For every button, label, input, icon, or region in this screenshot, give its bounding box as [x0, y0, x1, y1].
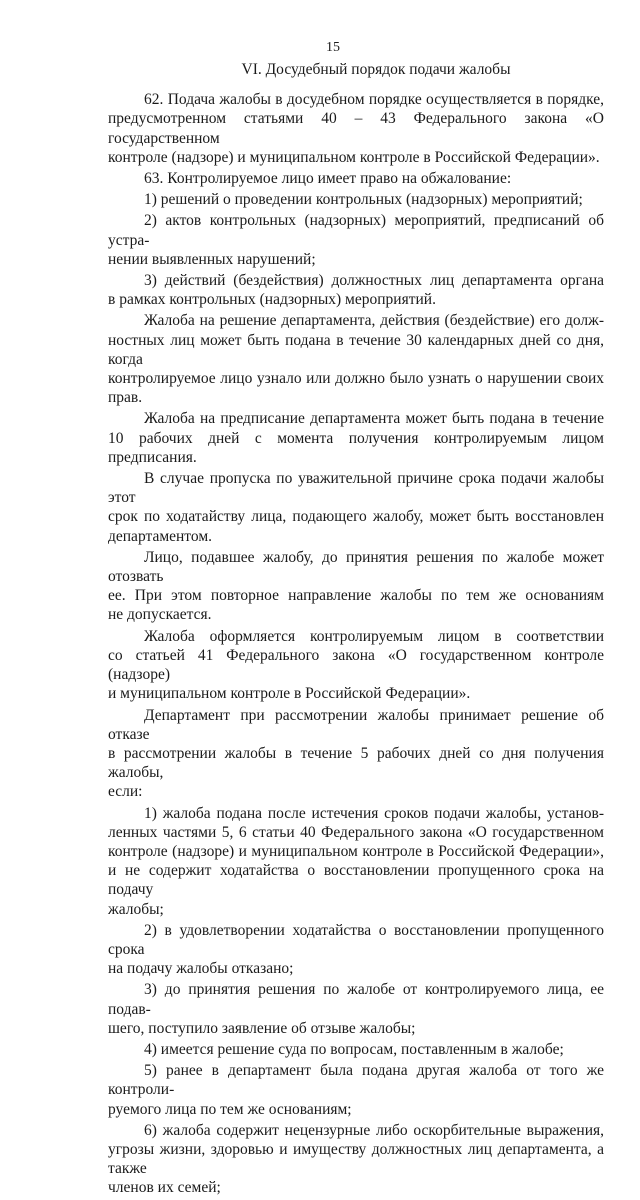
text-line: срок по ходатайству лица, подающего жалобу, может быть восстановлен [108, 508, 604, 526]
paragraph [108, 548, 604, 625]
paragraph [108, 1040, 604, 1059]
text-line: 5) ранее в департамент была подана другая жалоба от того же контроли- [108, 1062, 604, 1099]
paragraph [108, 169, 604, 188]
text-line: и не содержит ходатайства о восстановлении пропущенного срока на подачу [108, 862, 604, 899]
text-line: предусмотренном статьями 40 – 43 Федерального закона «О государственном [108, 110, 604, 147]
document-body [108, 60, 604, 1200]
text-line: 3) действий (бездействия) должностных лиц департамента органа [144, 272, 604, 290]
paragraph [108, 311, 604, 407]
paragraph [108, 409, 604, 467]
text-line: Жалоба на решение департамента, действия (бездействие) его долж- [144, 312, 604, 330]
paragraph [108, 804, 604, 919]
text-line: в рассмотрении жалобы в течение 5 рабочих дней со дня получения жалобы, [108, 744, 604, 782]
text-line: ее. При этом повторное направление жалобы по тем же основаниям [108, 587, 604, 605]
text-line: в рамках контрольных (надзорных) мероприятий. [108, 291, 436, 309]
text-line: и муниципальном контроле в Российской Федерации». [108, 685, 471, 703]
text-line: В случае пропуска по уважительной причине срока подачи жалобы этот [108, 470, 604, 507]
text-line: 4) имеется решение суда по вопросам, поставленным в жалобе; [144, 1040, 564, 1058]
text-line: 1) решений о проведении контрольных (надзорных) мероприятий; [144, 191, 583, 209]
paragraph [108, 706, 604, 802]
text-line: членов их семей; [108, 1179, 221, 1197]
paragraph [108, 1121, 604, 1198]
text-line: 63. Контролируемое лицо имеет право на обжалование: [144, 170, 512, 188]
text-line: 1) жалоба подана после истечения сроков подачи жалобы, установ- [144, 804, 604, 822]
text-line: контроле (надзоре) и муниципальном контроле в Российской Федерации». [108, 148, 600, 166]
text-line: руемого лица по тем же основаниям; [108, 1100, 352, 1118]
section-title: VI. Досудебный порядок подачи жалобы [241, 61, 511, 78]
text-line: Жалоба оформляется контролируемым лицом в соответствии [144, 627, 604, 645]
text-line: 62. Подача жалобы в досудебном порядке осуществляется в порядке, [144, 91, 604, 109]
paragraph [108, 921, 604, 979]
text-line: если: [108, 783, 143, 801]
text-line: ностных лиц может быть подана в течение 30 календарных дней со дня, когда [108, 331, 604, 368]
text-line: шего, поступило заявление об отзыве жалобы; [108, 1019, 416, 1037]
text-line: контролируемое лицо узнало или должно было узнать о нарушении своих [108, 370, 604, 388]
text-line: со статьей 41 Федерального закона «О государственном контроле (надзоре) [108, 646, 604, 684]
text-line: жалобы; [108, 900, 164, 918]
page-number: 15 [326, 40, 340, 55]
text-line: не допускается. [108, 606, 212, 624]
text-line: контроле (надзоре) и муниципальном контроле в Российской Федерации», [108, 842, 604, 860]
text-line: Жалоба на предписание департамента может быть подана в течение [144, 410, 604, 428]
text-line: ленных частями 5, 6 статьи 40 Федерального закона «О государственном [108, 823, 604, 841]
text-line: 10 рабочих дней с момента получения контролируемым лицом предписания. [108, 429, 604, 466]
text-line: прав. [108, 389, 143, 407]
text-line: департаментом. [108, 527, 213, 545]
text-line: угрозы жизни, здоровью и имуществу должностных лиц департамента, а также [108, 1140, 604, 1178]
text-line: Департамент при рассмотрении жалобы принимает решение об отказе [108, 706, 604, 743]
text-line: Лицо, подавшее жалобу, до принятия решения по жалобе может отозвать [108, 548, 604, 586]
text-line: нении выявленных нарушений; [108, 250, 316, 268]
text-line: 2) актов контрольных (надзорных) мероприятий, предписаний об устра- [108, 212, 604, 249]
text-line: 2) в удовлетворении ходатайства о восстановлении пропущенного срока [108, 921, 604, 958]
paragraph [108, 90, 604, 167]
paragraph [108, 211, 604, 269]
paragraph-list [108, 90, 604, 1197]
paragraph [108, 271, 604, 309]
paragraph [108, 190, 604, 209]
paragraph [108, 980, 604, 1038]
text-line: 3) до принятия решения по жалобе от контролируемого лица, ее подав- [108, 981, 604, 1018]
paragraph [108, 1061, 604, 1119]
text-line: на подачу жалобы отказано; [108, 960, 294, 978]
paragraph [108, 469, 604, 546]
text-line: 6) жалоба содержит нецензурные либо оскорбительные выражения, [144, 1121, 604, 1139]
paragraph [108, 627, 604, 704]
